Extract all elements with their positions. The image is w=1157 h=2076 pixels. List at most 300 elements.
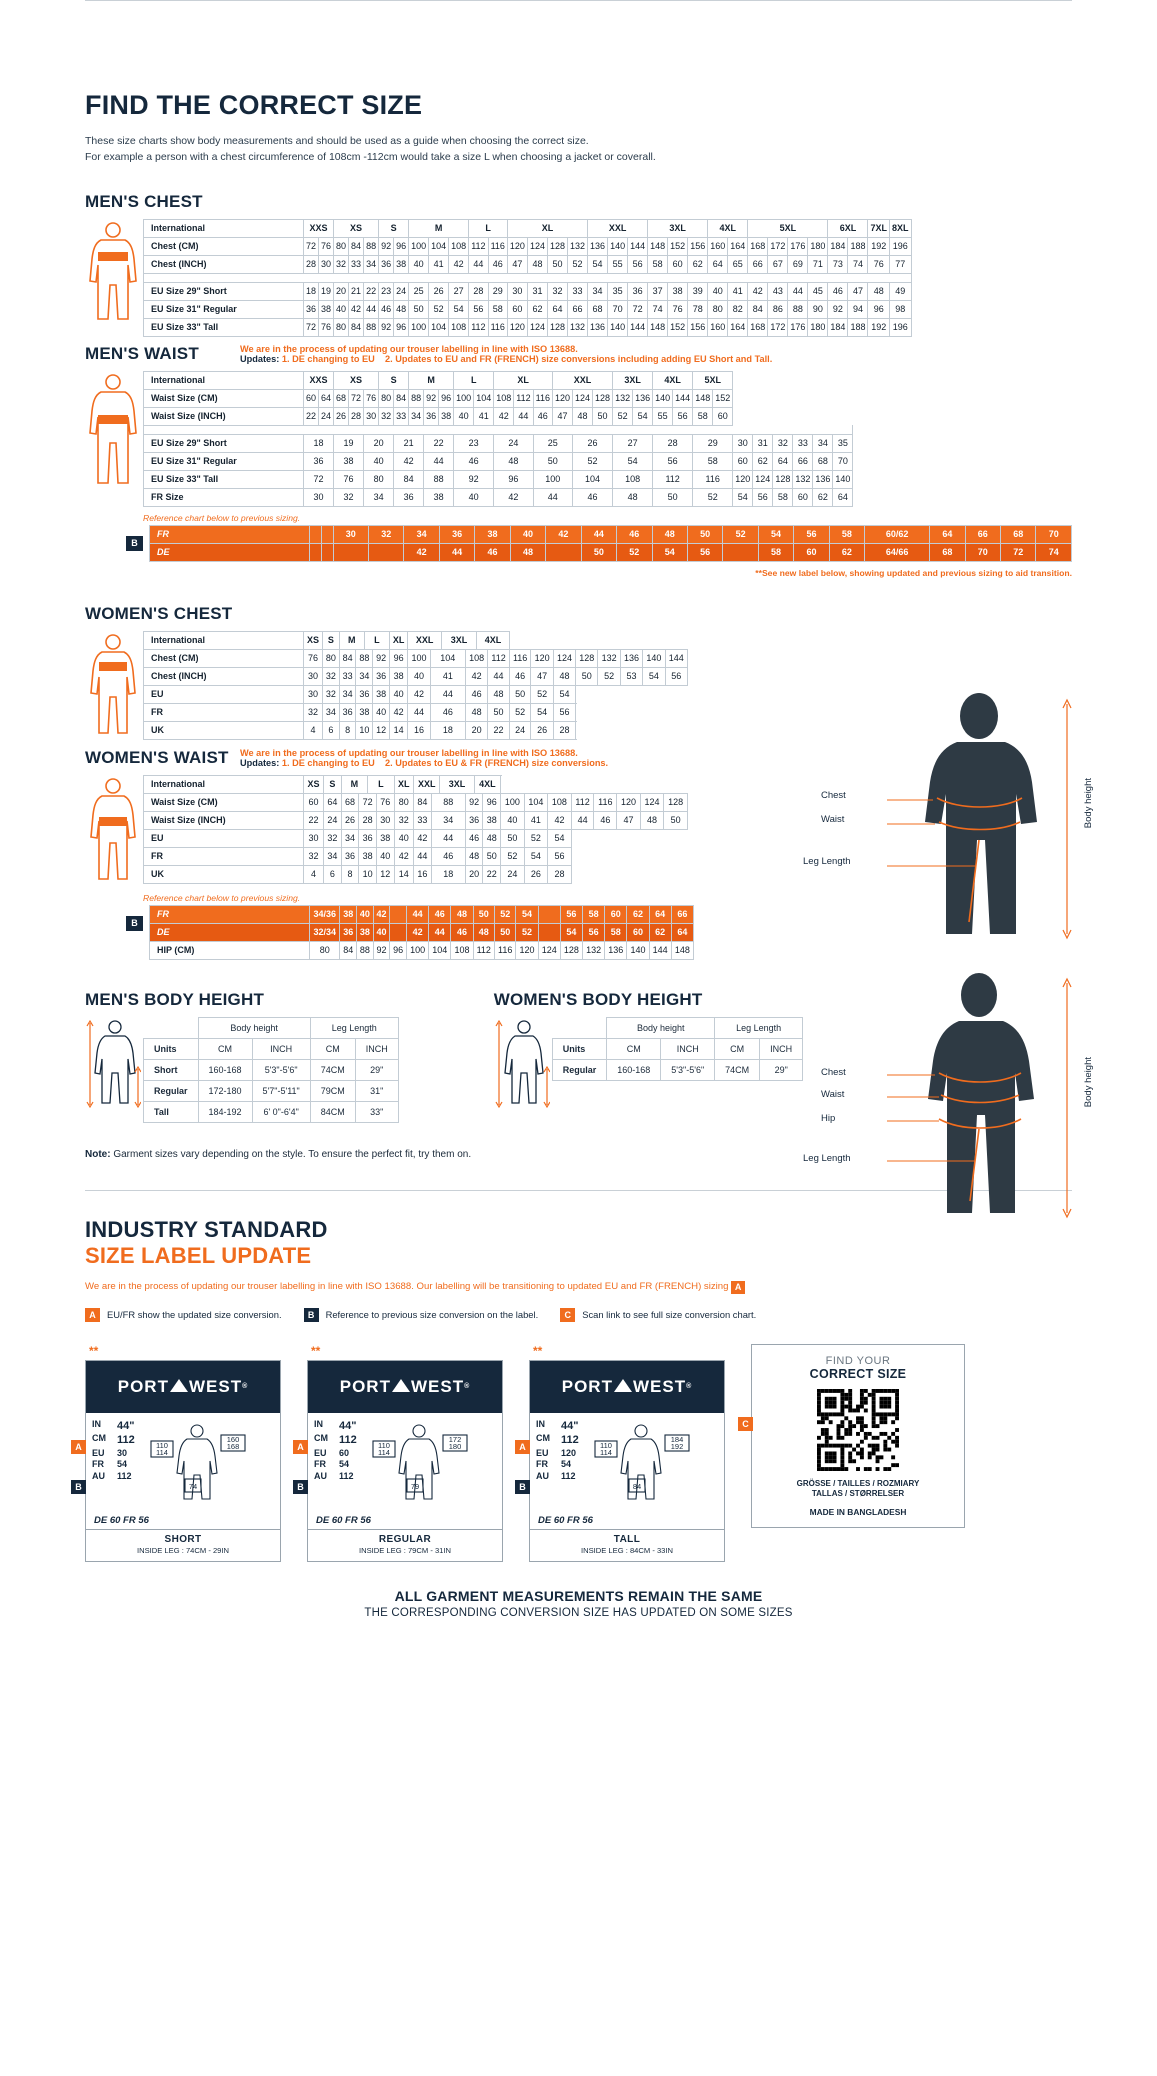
cell: 52: [723, 525, 758, 543]
cell: 108: [451, 941, 473, 959]
cell: 29": [355, 1059, 398, 1080]
cell: 56: [753, 488, 773, 506]
cell: 100: [533, 470, 572, 488]
cell: 52: [429, 300, 449, 318]
cell: 60: [304, 793, 324, 811]
cell: 78: [688, 300, 708, 318]
label-waist: Waist: [821, 1089, 845, 1100]
qr-code[interactable]: [817, 1389, 899, 1471]
cell: 33: [793, 434, 813, 452]
cell: 45: [808, 282, 828, 300]
cell: 64: [324, 793, 342, 811]
cell: 34: [364, 255, 379, 273]
cell: 30: [376, 811, 394, 829]
cell: 22: [424, 434, 454, 452]
cell: 40: [510, 525, 545, 543]
cell: 8: [341, 865, 359, 883]
cell: 27: [449, 282, 469, 300]
cell: 108: [449, 318, 469, 336]
tag-a: A: [85, 1308, 100, 1322]
row-label: Waist Size (INCH): [144, 407, 304, 425]
cell: 92: [373, 649, 390, 667]
cell: 96: [483, 793, 501, 811]
cell: 112: [469, 318, 488, 336]
size-value: 54: [117, 1459, 128, 1470]
table-row: [144, 300, 912, 318]
womens-chest-table: [143, 631, 688, 740]
cell: 21: [349, 282, 364, 300]
cell: 184: [828, 237, 848, 255]
cell: 46: [475, 543, 510, 561]
cell: 54: [548, 829, 572, 847]
cell: 84: [349, 318, 364, 336]
cell: 74CM: [715, 1059, 760, 1080]
cell: 120: [507, 318, 527, 336]
cell: 96: [394, 318, 409, 336]
cell: [369, 543, 404, 561]
size-key: FR: [536, 1459, 548, 1470]
cell: 48: [483, 829, 501, 847]
cell: 44: [514, 407, 533, 425]
cell: 120: [516, 941, 538, 959]
cell: 104: [429, 941, 451, 959]
cell: 124: [753, 470, 773, 488]
cell: 52: [494, 905, 515, 923]
svg-text:110: 110: [377, 1440, 390, 1450]
cell: 6: [322, 721, 339, 739]
cell: 160: [708, 318, 728, 336]
cell: 164: [728, 318, 748, 336]
size-value: 120: [561, 1447, 577, 1458]
cell: 39: [688, 282, 708, 300]
cell: 136: [620, 649, 642, 667]
cell: 132: [793, 470, 813, 488]
cell: 47: [531, 667, 553, 685]
cell: 44: [430, 685, 465, 703]
table-row: [144, 318, 912, 336]
cell: 5'3"-5'6": [661, 1059, 715, 1080]
cell: 128: [560, 941, 582, 959]
cell: 34: [431, 811, 465, 829]
cell: 56: [548, 847, 572, 865]
cell: 140: [643, 649, 665, 667]
size-key: IN: [314, 1418, 323, 1429]
cell: 84: [394, 389, 409, 407]
cell: 42: [406, 923, 428, 941]
mens-chest-heading: MEN'S CHEST: [85, 191, 203, 211]
cell: 144: [628, 318, 648, 336]
cell: 52: [501, 847, 525, 865]
svg-text:110: 110: [599, 1440, 612, 1450]
note-text: Garment sizes vary depending on the style. To ensure the perfect fit, try them on.: [110, 1148, 472, 1160]
cell: 108: [613, 470, 653, 488]
cell: 74: [648, 300, 668, 318]
cell: 46: [594, 811, 617, 829]
cell: 144: [628, 237, 648, 255]
cell: 84: [748, 300, 768, 318]
cell: 5'7"-5'11": [252, 1080, 310, 1101]
label-body-height: Body height: [1083, 778, 1094, 829]
label-inside-leg: INSIDE LEG : 79CM - 31IN: [359, 1545, 451, 1555]
cell: 32: [547, 282, 567, 300]
cell: 54: [560, 923, 582, 941]
tag-c-marker: C: [738, 1417, 753, 1431]
cell: 128: [593, 389, 613, 407]
cell: 4: [304, 865, 324, 883]
cell: 56: [582, 923, 604, 941]
cell: 50: [409, 300, 429, 318]
cell: 37: [648, 282, 668, 300]
label-card: [519, 1343, 725, 1562]
cell: 38: [376, 829, 394, 847]
cell: 30: [304, 488, 334, 506]
cell: 64: [547, 300, 567, 318]
size-value: 112: [561, 1471, 576, 1482]
brand-logo: PORT WEST ®: [561, 1376, 693, 1396]
cell: 34: [322, 703, 339, 721]
cell: 62: [829, 543, 864, 561]
cell: 52: [573, 452, 613, 470]
cell: 132: [568, 318, 588, 336]
cell: 92: [379, 237, 394, 255]
cell: 58: [582, 905, 604, 923]
cell: 50: [687, 525, 722, 543]
table-row: [144, 847, 688, 865]
cell: 136: [813, 470, 833, 488]
cell: 38: [359, 847, 377, 865]
cell: 54: [531, 703, 553, 721]
cell: 42: [546, 525, 581, 543]
cell: 50: [593, 407, 613, 425]
cell: 112: [571, 793, 594, 811]
cell: 192: [868, 237, 890, 255]
svg-text:84: 84: [632, 1481, 641, 1491]
cell: 66: [748, 255, 768, 273]
cell: 104: [573, 470, 613, 488]
cell: 100: [409, 318, 429, 336]
cell: 128: [576, 649, 598, 667]
cell: 20: [465, 721, 487, 739]
cell: 64: [930, 525, 965, 543]
cell: 188: [848, 237, 868, 255]
cell: 72: [349, 389, 364, 407]
size-key: EU: [92, 1447, 105, 1458]
cell: 144: [665, 649, 688, 667]
row-label: UK: [144, 721, 304, 739]
cell: 58: [488, 300, 507, 318]
cell: 65: [728, 255, 748, 273]
cell: 20: [334, 282, 349, 300]
cell: 42: [394, 452, 424, 470]
cell: 28: [359, 811, 377, 829]
mens-waist-figure: [85, 371, 143, 491]
cell: 48: [510, 543, 545, 561]
cell: 112: [488, 649, 510, 667]
row-label: HIP (CM): [150, 941, 310, 959]
size-value: 60: [339, 1447, 350, 1458]
row-label: FR: [150, 905, 310, 923]
cell: [390, 923, 407, 941]
cell: 136: [605, 941, 627, 959]
cell: 88: [788, 300, 808, 318]
cell: 38: [483, 811, 501, 829]
group-header: Body height: [198, 1017, 310, 1038]
cell: 168: [748, 318, 768, 336]
cell: 41: [524, 811, 548, 829]
cell: 32: [304, 703, 323, 721]
cell: 72: [359, 793, 377, 811]
cell: 16: [408, 721, 430, 739]
female-torso-icon: [85, 631, 141, 741]
cell: 44: [431, 829, 465, 847]
cell: 20: [465, 865, 483, 883]
cell: [321, 543, 333, 561]
cell: 33: [394, 407, 409, 425]
cell: 40: [373, 923, 390, 941]
mens-waist-block: [85, 371, 1072, 507]
cell: 31: [753, 434, 773, 452]
cell: 35: [833, 434, 853, 452]
mens-chest-figure: [85, 219, 143, 327]
legend-item-c: [560, 1308, 756, 1322]
label-leg-length: Leg Length: [803, 856, 851, 867]
cell: 34: [404, 525, 439, 543]
cell: 96: [494, 470, 533, 488]
legend-text-b: Reference to previous size conversion on the label.: [325, 1309, 539, 1321]
cell: 50: [653, 488, 693, 506]
cell: 47: [617, 811, 641, 829]
cell: 54: [643, 667, 665, 685]
row-label: Chest (INCH): [144, 255, 304, 273]
cell: 33: [349, 255, 364, 273]
cell: 38: [334, 452, 364, 470]
cell: 132: [582, 941, 604, 959]
cell: 50: [494, 923, 515, 941]
male-model-block: [803, 690, 1094, 945]
industry-subtitle-text: We are in the process of updating our trouser labelling in line with ISO 13688. Our labelling will be transitioning to updated EU and FR (FRENCH) sizing: [85, 1280, 729, 1292]
intro-text: [85, 133, 1072, 166]
cell: 44: [439, 543, 474, 561]
cell: 46: [430, 703, 465, 721]
cell: 36: [356, 685, 373, 703]
cell: 36: [465, 811, 483, 829]
cell: 46: [465, 829, 483, 847]
industry-title-2: SIZE LABEL UPDATE: [85, 1242, 312, 1268]
cell: 54: [588, 255, 608, 273]
qr-card: [742, 1344, 965, 1529]
label-pictogram: [363, 1419, 496, 1511]
cell: 56: [687, 543, 722, 561]
row-label: FR: [150, 525, 310, 543]
cell: 34: [356, 667, 373, 685]
svg-text:110: 110: [155, 1440, 168, 1450]
cell: 144: [649, 941, 671, 959]
label-waist: Waist: [821, 814, 845, 825]
cell: 56: [469, 300, 488, 318]
cell: 47: [507, 255, 527, 273]
row-label: Waist Size (CM): [144, 389, 304, 407]
cell: 104: [430, 649, 465, 667]
cell: 62: [627, 905, 649, 923]
svg-text:172: 172: [448, 1434, 462, 1444]
cell: 30: [507, 282, 527, 300]
cell: 76: [364, 389, 379, 407]
cell: 48: [553, 667, 575, 685]
table-row: [144, 865, 688, 883]
cell: 48: [451, 905, 473, 923]
cell: 104: [474, 389, 494, 407]
female-height-icon: [494, 1017, 550, 1109]
cell: 42: [404, 543, 439, 561]
cell: 38: [439, 407, 454, 425]
cell: 52: [568, 255, 588, 273]
cell: 80: [334, 318, 349, 336]
womens-chest-figure: [85, 631, 143, 741]
cell: 46: [488, 255, 507, 273]
tag-a-inline: A: [731, 1281, 745, 1294]
cell: 148: [648, 237, 668, 255]
cell: 128: [664, 793, 688, 811]
cell: 100: [406, 941, 428, 959]
table-row: [144, 470, 853, 488]
cell: 25: [533, 434, 572, 452]
cell: 140: [608, 237, 628, 255]
group-header: Leg Length: [310, 1017, 398, 1038]
cell: 76: [319, 318, 334, 336]
cell: 184-192: [198, 1101, 252, 1122]
cell: 46: [617, 525, 652, 543]
cell: 124: [640, 793, 664, 811]
mens-body-height-table: [143, 1017, 399, 1123]
row-label: Regular: [144, 1080, 199, 1101]
cell: 76: [376, 793, 394, 811]
cell: 64: [833, 488, 853, 506]
update-line-1: We are in the process of updating our trouser labelling in line with ISO 13688.: [240, 747, 578, 758]
cell: 68: [341, 793, 359, 811]
badge-b-womens: B: [126, 916, 143, 931]
row-label: Chest (INCH): [144, 667, 304, 685]
cell: 40: [364, 452, 394, 470]
cell: 33": [355, 1101, 398, 1122]
row-label: EU Size 33" Tall: [144, 318, 304, 336]
row-label: Regular: [552, 1059, 607, 1080]
cell: 29: [488, 282, 507, 300]
cell: 80: [379, 389, 394, 407]
cell: 140: [608, 318, 628, 336]
table-row: Units CM INCH CM INCH: [144, 1038, 399, 1059]
cell: 30: [364, 407, 379, 425]
womens-body-height-block: [494, 990, 803, 1123]
model-illustrations: [803, 690, 1094, 1248]
cell: 48: [465, 703, 487, 721]
cell: 36: [304, 452, 334, 470]
cell: 54: [524, 847, 548, 865]
cell: 26: [429, 282, 449, 300]
row-label: DE: [150, 543, 310, 561]
size-value: 112: [561, 1434, 579, 1447]
row-label: EU Size 29" Short: [144, 282, 304, 300]
cell: 74CM: [310, 1059, 355, 1080]
tag-b: B: [304, 1308, 319, 1322]
cell: 52: [693, 488, 733, 506]
cell: 54: [652, 543, 687, 561]
cell: 88: [364, 318, 379, 336]
cell: 50: [509, 685, 531, 703]
female-model-block: [803, 969, 1094, 1224]
cell: 86: [768, 300, 788, 318]
cell: 70: [1036, 525, 1072, 543]
svg-text:114: 114: [377, 1447, 390, 1457]
cell: 33: [414, 811, 432, 829]
update-item-2: 2. Updates to EU & FR (FRENCH) size conversions.: [385, 757, 609, 768]
cell: 54: [733, 488, 753, 506]
cell: 62: [688, 255, 708, 273]
cell: 92: [379, 318, 394, 336]
cell: 48: [527, 255, 547, 273]
cell: 31: [527, 282, 547, 300]
cell: 92: [465, 793, 483, 811]
cell: 84CM: [310, 1101, 355, 1122]
table-row: [552, 1059, 802, 1080]
cell: 40: [708, 282, 728, 300]
cell: 88: [357, 941, 374, 959]
cell: 5'3"-5'6": [252, 1059, 310, 1080]
cell: 60: [733, 452, 753, 470]
table-row: [144, 721, 688, 739]
size-key: CM: [92, 1433, 106, 1444]
cell: 54: [758, 525, 793, 543]
table-row: [144, 282, 912, 300]
cell: 32: [322, 685, 339, 703]
cell: 140: [627, 941, 649, 959]
cell: 60: [713, 407, 733, 425]
size-value: 30: [117, 1447, 128, 1458]
svg-text:180: 180: [448, 1441, 462, 1451]
cell: 96: [868, 300, 890, 318]
cell: 46: [429, 905, 451, 923]
cell: 77: [890, 255, 912, 273]
cell: [538, 923, 560, 941]
mens-chest-block: [85, 219, 1072, 337]
cell: 34: [588, 282, 608, 300]
cell: 136: [588, 318, 608, 336]
brand-logo: PORT WEST ®: [117, 1376, 249, 1396]
label-stars: **: [311, 1343, 321, 1358]
male-torso-icon: [85, 219, 141, 327]
table-row: [144, 434, 853, 452]
cell: 44: [364, 300, 379, 318]
size-key: EU: [314, 1447, 327, 1458]
cell: 68: [588, 300, 608, 318]
cell: 112: [469, 237, 488, 255]
row-label: Waist Size (INCH): [144, 811, 304, 829]
size-value: 54: [561, 1459, 572, 1470]
table-row: [144, 488, 853, 506]
cell: 40: [454, 488, 494, 506]
cell: 108: [449, 237, 469, 255]
cell: 152: [713, 389, 733, 407]
cell: 34/36: [310, 905, 340, 923]
cell: 38: [373, 685, 390, 703]
cell: 6' 0"-6'4": [252, 1101, 310, 1122]
label-pictogram: [585, 1419, 718, 1511]
row-label: Chest (CM): [144, 237, 304, 255]
row-label: Tall: [144, 1101, 199, 1122]
cell: 60: [668, 255, 688, 273]
cell: 18: [304, 282, 319, 300]
table-row: [144, 811, 688, 829]
legend-item-a: [85, 1308, 282, 1322]
